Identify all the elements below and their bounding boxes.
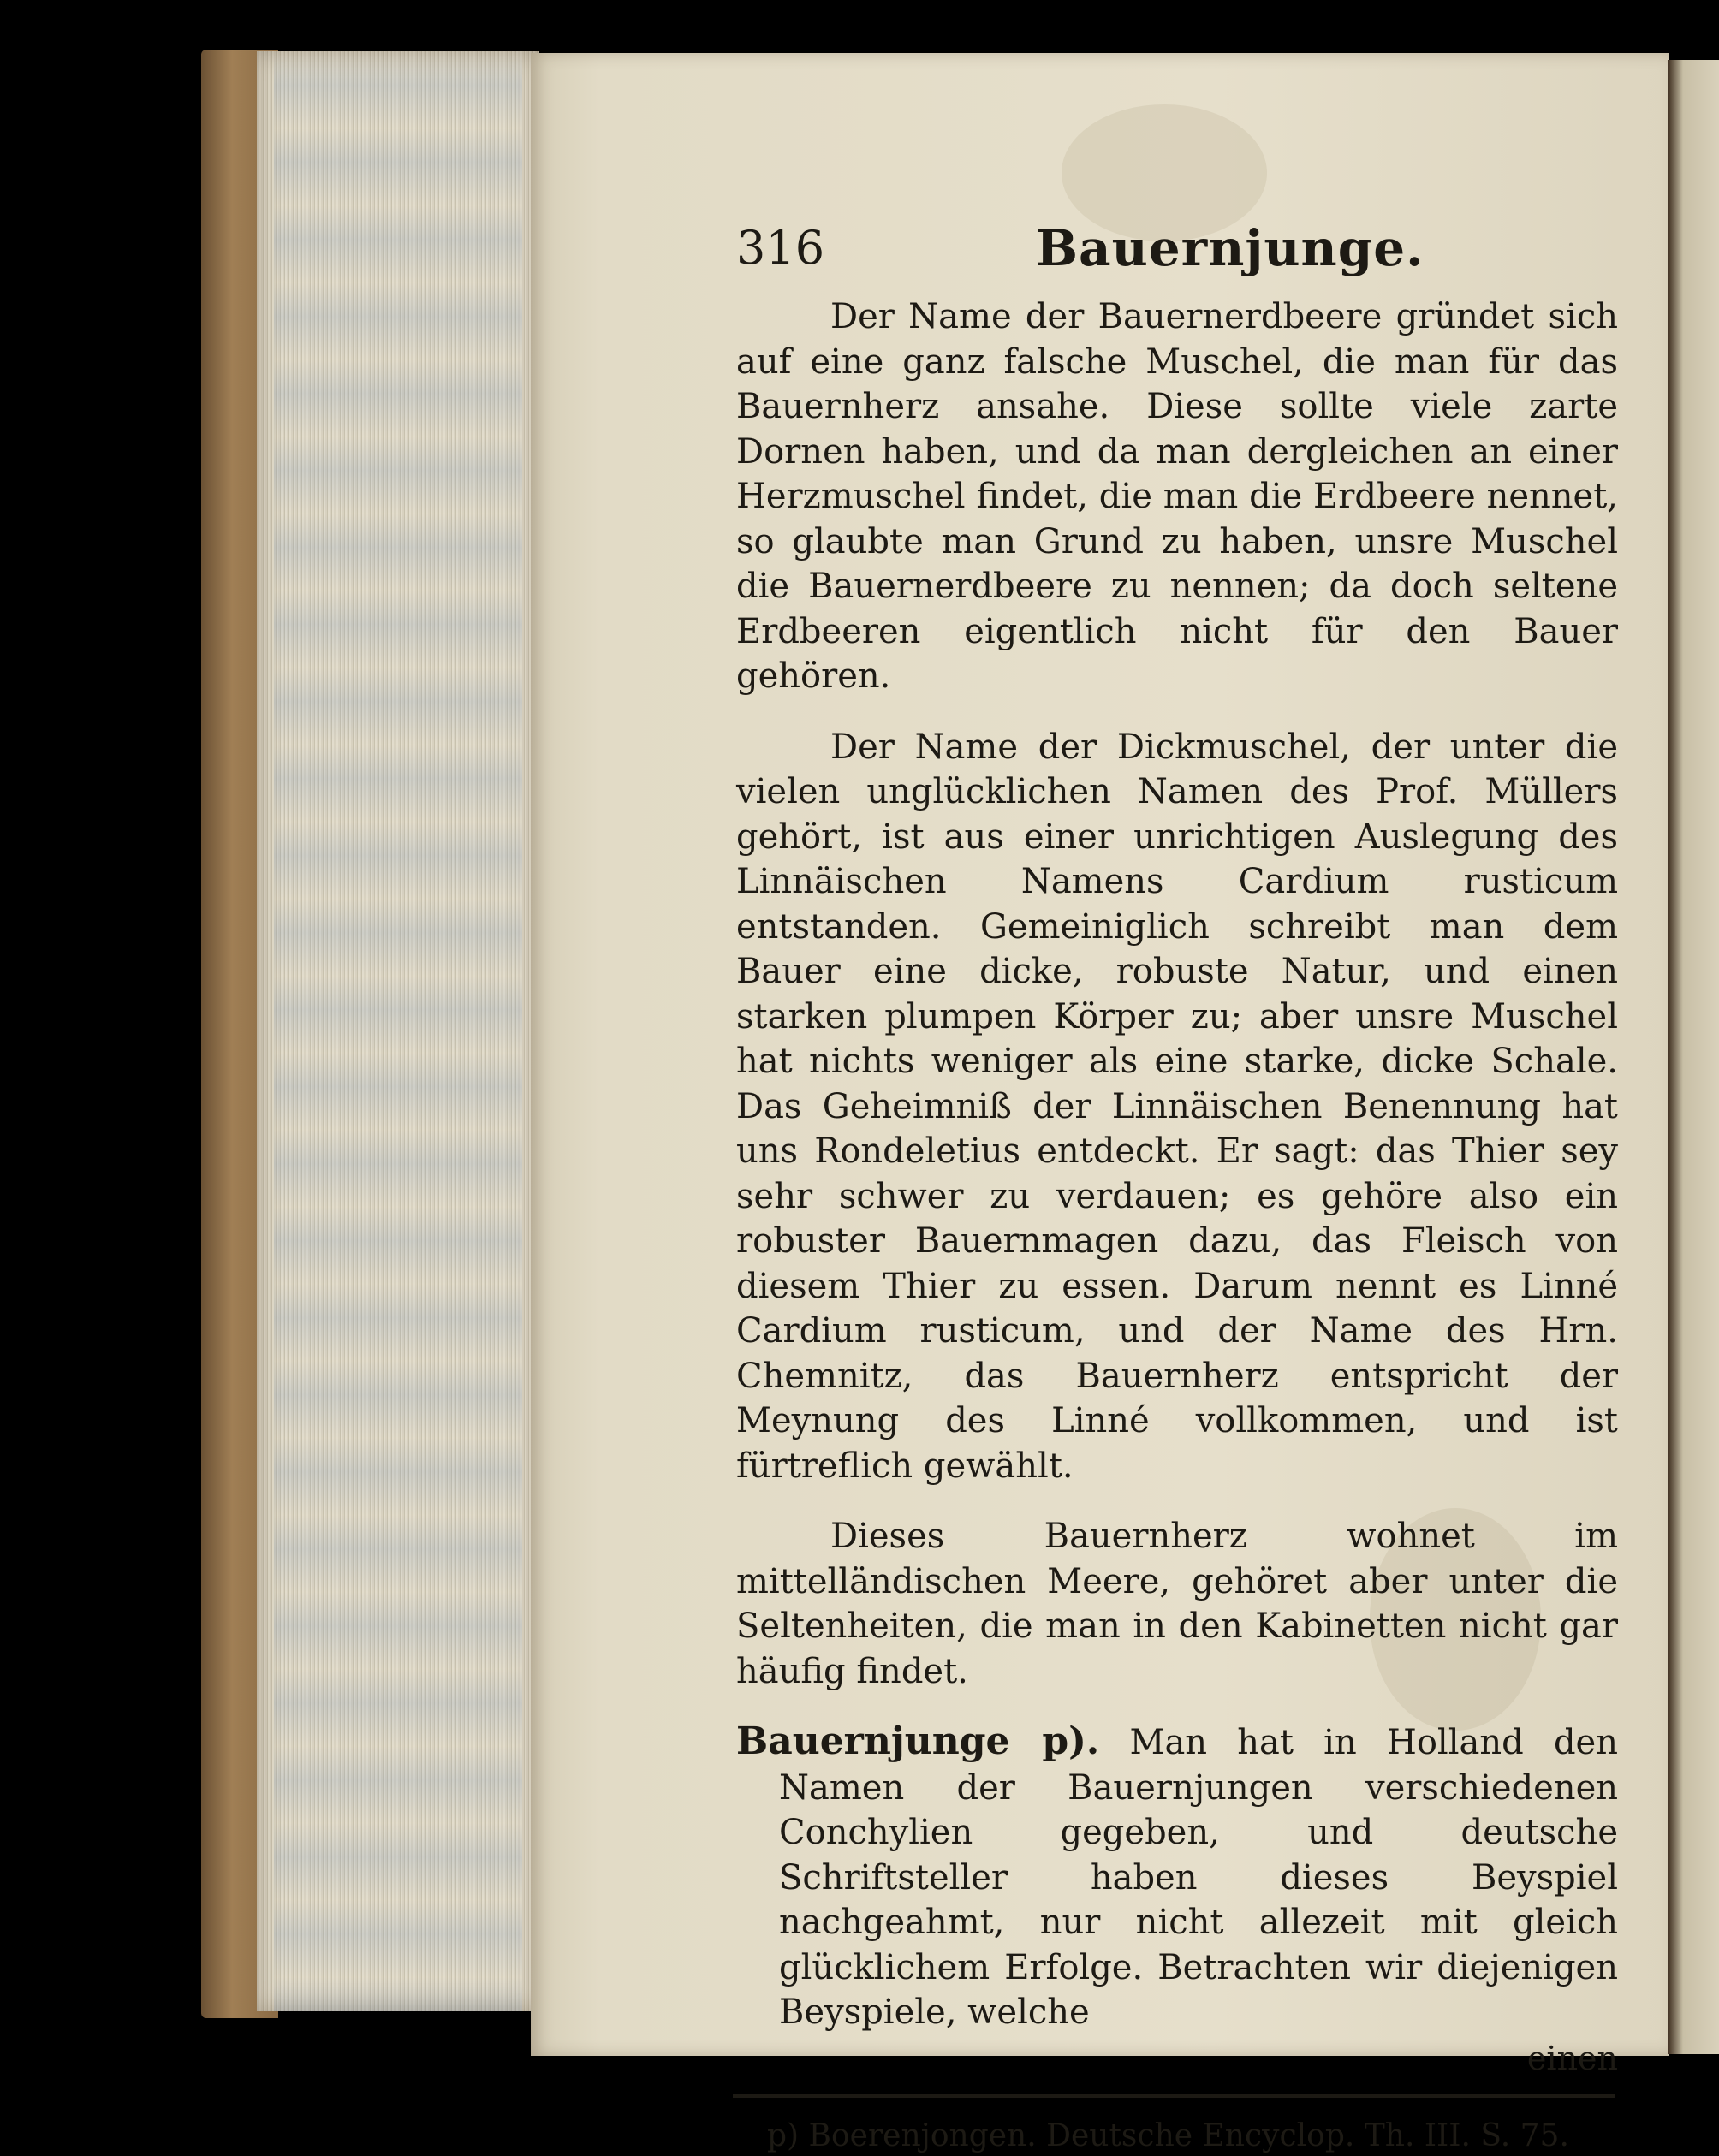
entry-bauernjunge: [736, 1719, 1618, 2035]
catchword: einen: [1526, 2039, 1618, 2077]
page-text-block: [736, 214, 1618, 2156]
paragraph-bauernerdbeere: Der Name der Bauernerdbeere gründet sich auf eine ganz falsche Muschel, die man für das Bauernherz ansahe. Diese sollte viele zarte Dornen haben, und da man dergleichen an einer Herzmuschel findet, die man die Erdbeere nennet, so glaubte man Grund zu haben, unsre Muschel die Bauernerdbeere zu nennen; da doch seltene Erdbeeren eigentlich nicht für den Bauer gehören.: [736, 297, 1618, 696]
footnote-rule: [733, 2094, 1615, 2098]
paragraph-dickmuschel: Der Name der Dickmuschel, der unter die vielen unglücklichen Namen des Prof. Müllers gehört, ist aus einer unrichtigen Auslegung des Linnäischen Namens Cardium rusticum entstanden. Gemeiniglich schreibt man dem Bauer eine dicke, robuste Natur, und einen starken plumpen Körper zu; aber unsre Muschel hat nichts weniger als eine starke, dicke Schale. Das Geheimniß der Linnäischen Benennung hat uns Rondeletius entdeckt. Er sagt: das Thier sey sehr schwer zu verdauen; es gehöre also ein robuster Bauernmagen dazu, das Fleisch von diesem Thier zu essen. Darum nennt es Linné Cardium rusticum, und der Name des Hrn. Chemnitz, das Bauernherz entspricht der Meynung des Linné vollkommen, und ist fürtreflich gewählt.: [736, 727, 1618, 1486]
running-head: [736, 214, 1618, 282]
paragraph-habitat: Dieses Bauernherz wohnet im mittelländischen Meere, gehöret aber unter die Seltenheiten, die man in den Kabinetten nicht gar häufig findet.: [736, 1517, 1618, 1691]
entry-text: Man hat in Holland den Namen der Bauernjungen verschiedenen Conchylien gegeben, und deutsche Schriftsteller haben dieses Beyspiel nachgeahmt, nur nicht allezeit mit gleich glücklichem Erfolge. Betrachten wir diejenigen Beyspiele, welche: [779, 1723, 1618, 2032]
entry-headword: Bauernjunge p).: [736, 1719, 1100, 1763]
page-fore-edge: [257, 51, 539, 2011]
facing-page-edge: [1668, 60, 1719, 2054]
page-title: Bauernjunge.: [1036, 219, 1425, 277]
page-number: 316: [736, 221, 825, 275]
footnote: p) Boerenjongen. Deutsche Encyclop. Th. III. S. 75.: [767, 2117, 1569, 2153]
